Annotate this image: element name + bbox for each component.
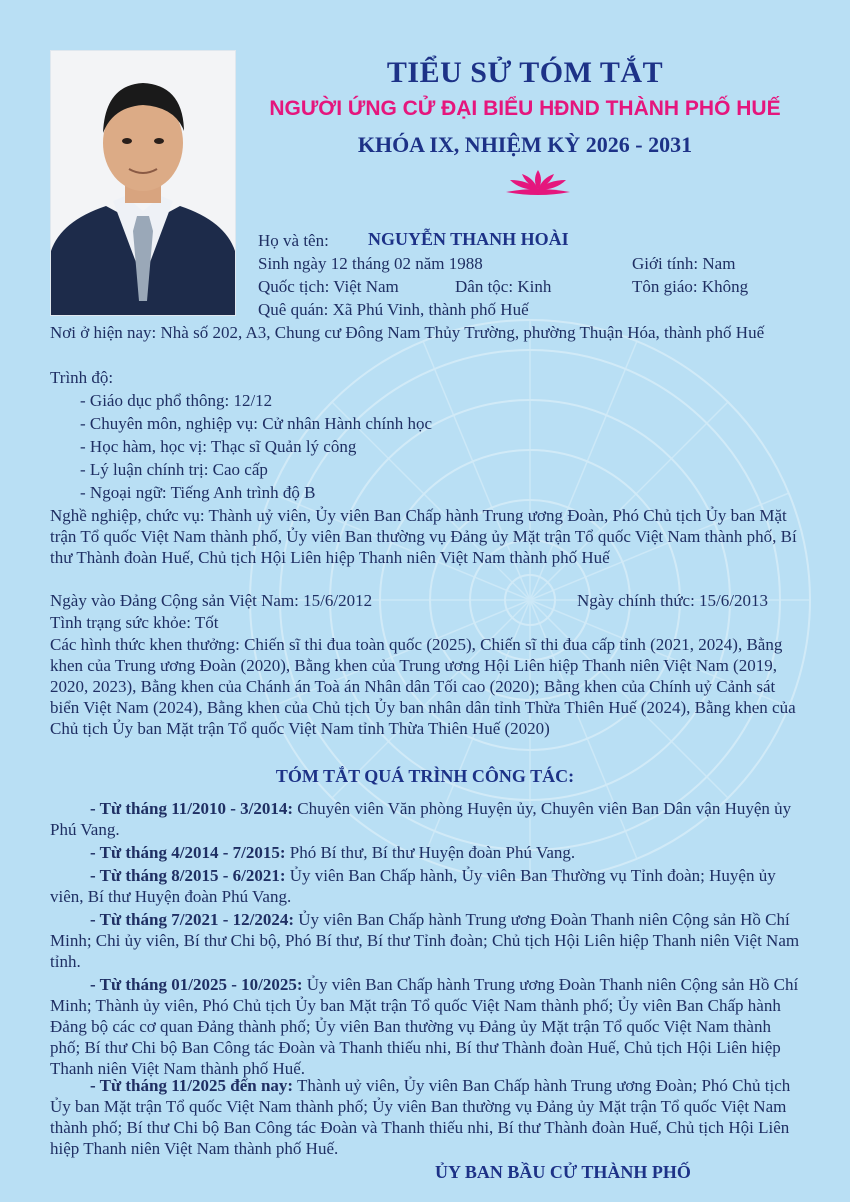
work-history-heading: TÓM TẮT QUÁ TRÌNH CÔNG TÁC:	[275, 766, 575, 786]
ethnicity: Dân tộc: Kinh	[455, 277, 552, 296]
party-join-date: Ngày vào Đảng Cộng sản Việt Nam: 15/6/2012	[50, 591, 373, 610]
work-period: - Từ tháng 11/2010 - 3/2014:	[90, 799, 294, 818]
occupation: Nghề nghiệp, chức vụ: Thành uỷ viên, Ủy viên Ban Chấp hành Trung ương Đoàn, Phó Chủ tịch Ủy ban Mặt trận Tổ quốc Việt Nam thành phố, Ủy viên Ban thường vụ Đảng ủy Mặt trận Tổ quốc Việt Nam thành phố, Bí thư Thành đoàn Huế, Chủ tịch Hội Liên hiệp Thanh niên Việt Nam thành phố Huế	[50, 506, 797, 567]
education-label: Trình độ:	[50, 368, 114, 387]
education-item: - Giáo dục phổ thông: 12/12	[80, 391, 273, 410]
work-description: Ủy viên Ban Chấp hành Trung ương Đoàn Thanh niên Cộng sản Hồ Chí Minh; Chi ủy viên, Bí thư Chi bộ, Phó Bí thư, Bí thư Tỉnh đoàn; Chủ tịch Hội Liên hiệp Thanh niên Việt Nam tỉnh.	[50, 910, 800, 971]
education-item: - Lý luận chính trị: Cao cấp	[80, 460, 268, 479]
work-period: - Từ tháng 01/2025 - 10/2025:	[90, 975, 303, 994]
work-entry	[50, 865, 800, 907]
candidate-name: NGUYỄN THANH HOÀI	[368, 229, 569, 249]
work-period: - Từ tháng 7/2021 - 12/2024:	[90, 910, 294, 929]
work-entry	[50, 909, 800, 972]
work-period: - Từ tháng 8/2015 - 6/2021:	[90, 866, 286, 885]
name-label: Họ và tên:	[258, 231, 329, 250]
page-title: TIỂU SỬ TÓM TẮT	[386, 56, 664, 89]
health-status: Tình trạng sức khỏe: Tốt	[50, 613, 219, 632]
hometown: Quê quán: Xã Phú Vinh, thành phố Huế	[258, 300, 529, 319]
education-item: - Chuyên môn, nghiệp vụ: Cử nhân Hành chính học	[80, 414, 432, 433]
work-description: Ủy viên Ban Chấp hành Trung ương Đoàn Thanh niên Cộng sản Hồ Chí Minh; Thành ủy viên, Phó Chủ tịch Ủy ban Mặt trận Tổ quốc Việt Nam thành phố; Ủy viên Ban Chấp hành Đảng bộ các cơ quan Đảng thành phố; Ủy viên Ban thường vụ Đảng ủy Mặt trận Tổ quốc Việt Nam thành phố; Bí thư Chi bộ Ban Công tác Đoàn và Thanh thiếu nhi, Bí thư Thành đoàn Huế, Chủ tịch Hội Liên hiệp Thanh niên Việt Nam thành phố Huế.	[50, 975, 799, 1078]
work-entry	[50, 974, 800, 1079]
education-item: - Ngoại ngữ: Tiếng Anh trình độ B	[80, 483, 316, 502]
residence: Nơi ở hiện nay: Nhà số 202, A3, Chung cư Đông Nam Thủy Trường, phường Thuận Hóa, thành phố Huế	[50, 323, 765, 342]
work-entry	[50, 1075, 800, 1159]
portrait-image	[51, 51, 235, 315]
awards: Các hình thức khen thưởng: Chiến sĩ thi đua toàn quốc (2025), Chiến sĩ thi đua cấp tỉnh (2021, 2024), Bằng khen của Trung ương Đoàn (2020), Bằng khen của Trung ương Hội Liên hiệp Thanh niên Việt Nam (2019, 2020, 2023), Bằng khen của Chánh án Toà án Nhân dân Tối cao (2020); Bằng khen của Chính uỷ Cảnh sát biển Việt Nam (2024), Bằng khen của Chủ tịch Ủy ban nhân dân tỉnh Thừa Thiên Huế (2024), Bằng khen của Chủ tịch Ủy ban Mặt trận Tổ quốc Việt Nam tỉnh Thừa Thiên Huế (2020)	[50, 635, 796, 738]
work-description: Ủy viên Ban Chấp hành, Ủy viên Ban Thường vụ Tỉnh đoàn; Huyện ủy viên, Bí thư Huyện đoàn Phú Vang.	[50, 866, 776, 906]
education-item: - Học hàm, học vị: Thạc sĩ Quản lý công	[80, 437, 357, 456]
work-entry	[50, 842, 800, 863]
work-entry	[50, 798, 800, 840]
work-period: - Từ tháng 4/2014 - 7/2015:	[90, 843, 286, 862]
party-official-date: Ngày chính thức: 15/6/2013	[577, 591, 768, 610]
work-description: Thành uỷ viên, Ủy viên Ban Chấp hành Trung ương Đoàn; Phó Chủ tịch Ủy ban Mặt trận Tổ quốc Việt Nam thành phố; Ủy viên Ban thường vụ Đảng ủy Mặt trận Tổ quốc Việt Nam thành phố; Bí thư Chi bộ Ban Công tác Đoàn và Thanh thiếu nhi, Bí thư Thành đoàn Huế, Chủ tịch Hội Liên hiệp Thanh niên Việt Nam thành phố Huế.	[50, 1076, 791, 1158]
page-subtitle: NGƯỜI ỨNG CỬ ĐẠI BIỂU HĐND THÀNH PHỐ HUẾ	[269, 97, 781, 120]
candidate-photo	[50, 50, 236, 316]
term-heading: KHÓA IX, NHIỆM KỲ 2026 - 2031	[357, 132, 693, 157]
signature-authority: ỦY BAN BẦU CỬ THÀNH PHỐ	[435, 1162, 691, 1182]
work-period: - Từ tháng 11/2025 đến nay:	[90, 1076, 294, 1095]
work-description: Chuyên viên Văn phòng Huyện ủy, Chuyên viên Ban Dân vận Huyện ủy Phú Vang.	[50, 799, 792, 839]
nationality: Quốc tịch: Việt Nam	[258, 277, 399, 296]
religion: Tôn giáo: Không	[632, 277, 749, 296]
work-description: Phó Bí thư, Bí thư Huyện đoàn Phú Vang.	[285, 843, 576, 862]
birth-date: Sinh ngày 12 tháng 02 năm 1988	[258, 254, 483, 273]
gender: Giới tính: Nam	[632, 254, 736, 273]
lotus-ornament-icon	[500, 166, 576, 198]
